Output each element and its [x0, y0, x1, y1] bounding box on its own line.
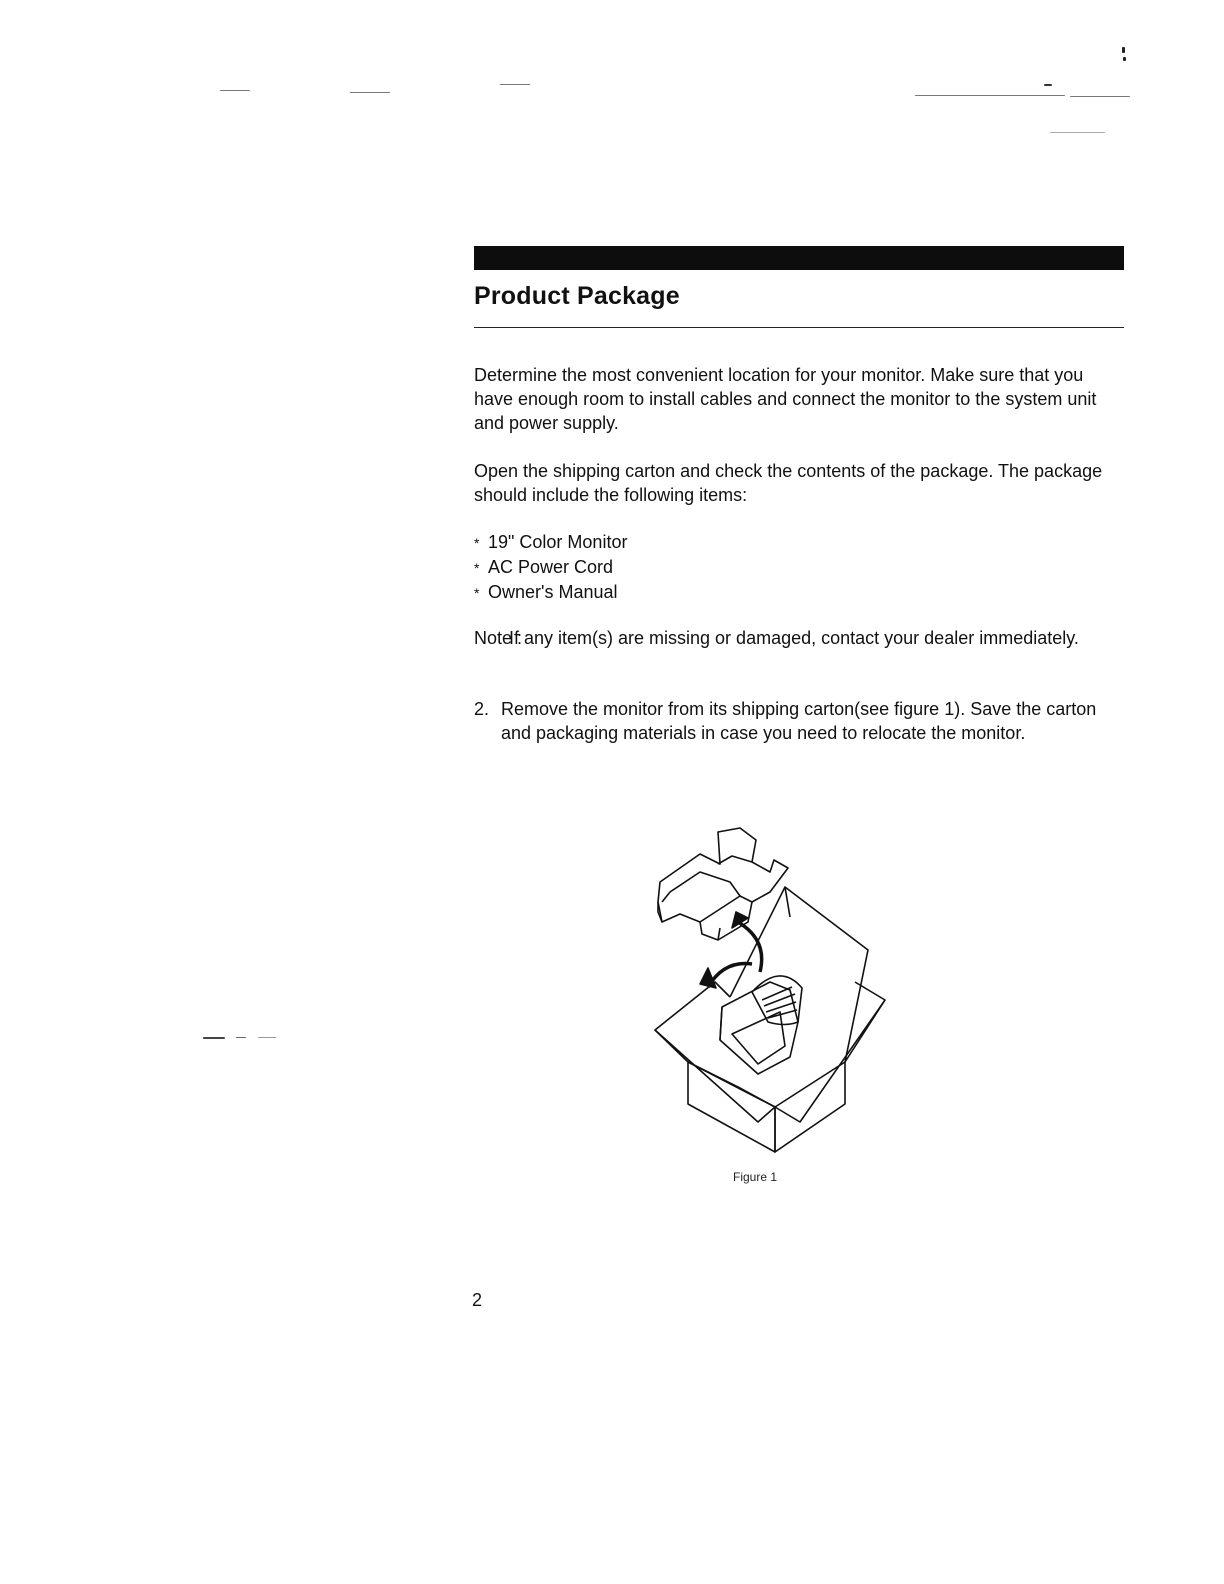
section-header-bar [474, 246, 1124, 270]
note-label: Note : [474, 628, 523, 648]
monitor-unboxing-illustration [640, 822, 900, 1157]
scan-speck [203, 1037, 225, 1039]
scan-speck [350, 92, 390, 93]
bullet-marker: * [474, 560, 480, 576]
list-item-label: AC Power Cord [488, 557, 614, 577]
step-block [474, 697, 1114, 745]
bullet-marker: * [474, 535, 480, 551]
step-text: Remove the monitor from its shipping carton(see figure 1). Save the carton and packaging materials in case you need to relocate the monitor. [501, 699, 1097, 743]
note-text: If any item(s) are missing or damaged, contact your dealer immediately. [509, 628, 1079, 648]
scan-speck [500, 84, 530, 85]
package-items-list [474, 530, 627, 605]
scan-speck [1044, 84, 1052, 86]
page-number: 2 [472, 1290, 483, 1310]
section-title: Product Package [474, 282, 680, 310]
scan-speck [1123, 57, 1126, 61]
contents-paragraph: Open the shipping carton and check the contents of the package. The package should include the following items: [474, 461, 1103, 505]
scan-speck [1122, 47, 1125, 53]
scan-speck [1070, 96, 1130, 97]
scan-speck [258, 1037, 276, 1038]
note-block [474, 626, 1114, 650]
scan-speck [220, 90, 250, 91]
scan-speck [1050, 132, 1105, 133]
scan-speck [236, 1037, 246, 1038]
list-item [474, 530, 627, 555]
title-underline [474, 327, 1124, 328]
bullet-marker: * [474, 585, 480, 601]
figure-caption: Figure 1 [732, 1170, 778, 1184]
scan-speck [915, 95, 1065, 96]
list-item-label: Owner's Manual [488, 582, 618, 602]
list-item-label: 19" Color Monitor [488, 532, 628, 552]
step-number: 2. [474, 699, 490, 719]
intro-paragraph: Determine the most convenient location for your monitor. Make sure that you have enough room to install cables and connect the monitor to the system unit and power supply. [474, 365, 1097, 433]
list-item [474, 555, 627, 580]
list-item [474, 580, 627, 605]
